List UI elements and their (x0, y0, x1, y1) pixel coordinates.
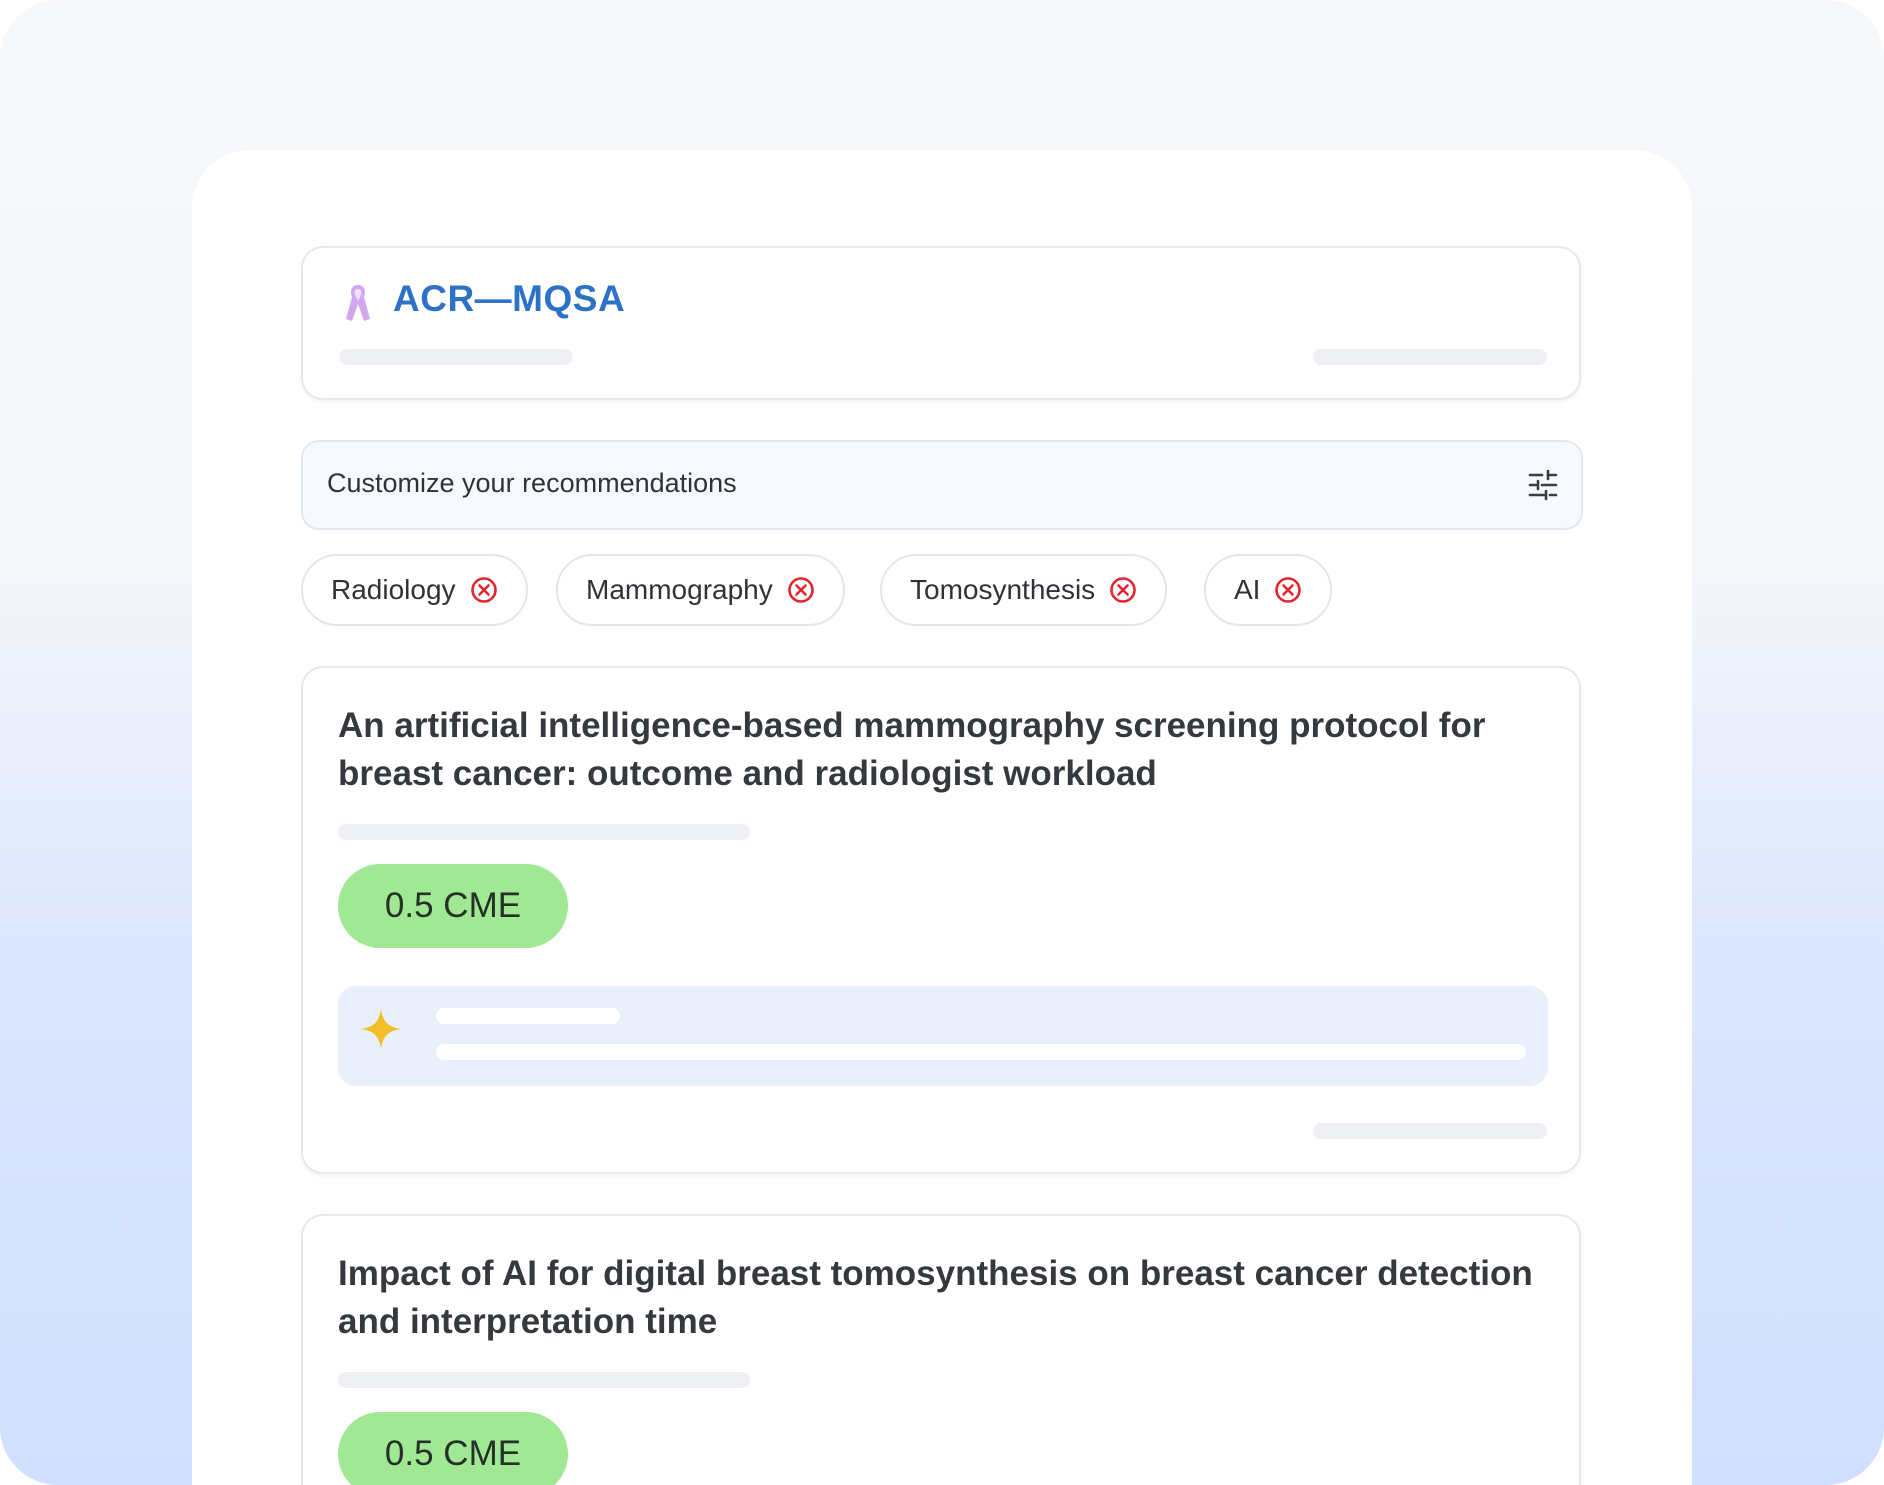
customize-label: Customize your recommendations (327, 468, 737, 498)
placeholder-bar (1313, 1123, 1547, 1139)
cme-badge: 0.5 CME (338, 1412, 568, 1485)
chip-ai[interactable] (1204, 554, 1332, 626)
remove-circle-icon[interactable] (1274, 576, 1302, 604)
sparkle-icon (360, 1008, 402, 1050)
remove-circle-icon[interactable] (1109, 576, 1137, 604)
remove-circle-icon[interactable] (787, 576, 815, 604)
program-title: ACR—MQSA (393, 278, 626, 319)
placeholder-bar (436, 1008, 620, 1024)
placeholder-bar (1313, 349, 1547, 365)
chip-label: AI (1234, 574, 1261, 605)
chip-mammography[interactable] (556, 554, 845, 626)
customize-recommendations-button[interactable] (301, 440, 1583, 530)
program-card[interactable] (301, 246, 1581, 400)
article-title[interactable]: Impact of AI for digital breast tomosynthesis on breast cancer detection and interpretation time (338, 1254, 1533, 1341)
chip-tomosynthesis[interactable] (880, 554, 1167, 626)
chip-label: Radiology (331, 574, 456, 605)
ribbon-icon (343, 282, 373, 324)
placeholder-bar (338, 1372, 750, 1388)
chip-radiology[interactable] (301, 554, 528, 626)
chip-label: Tomosynthesis (910, 574, 1096, 605)
cme-badge: 0.5 CME (338, 864, 568, 948)
placeholder-bar (338, 824, 750, 840)
placeholder-bar (339, 349, 573, 365)
ai-summary-box (338, 986, 1548, 1086)
article-card[interactable] (301, 666, 1581, 1174)
article-card[interactable] (301, 1214, 1581, 1485)
remove-circle-icon[interactable] (470, 576, 498, 604)
chip-label: Mammography (586, 574, 773, 605)
sliders-icon[interactable] (1527, 469, 1559, 501)
placeholder-bar (436, 1044, 1526, 1060)
article-title[interactable]: An artificial intelligence-based mammography screening protocol for breast cancer: outcome and radiologist workload (338, 706, 1486, 793)
